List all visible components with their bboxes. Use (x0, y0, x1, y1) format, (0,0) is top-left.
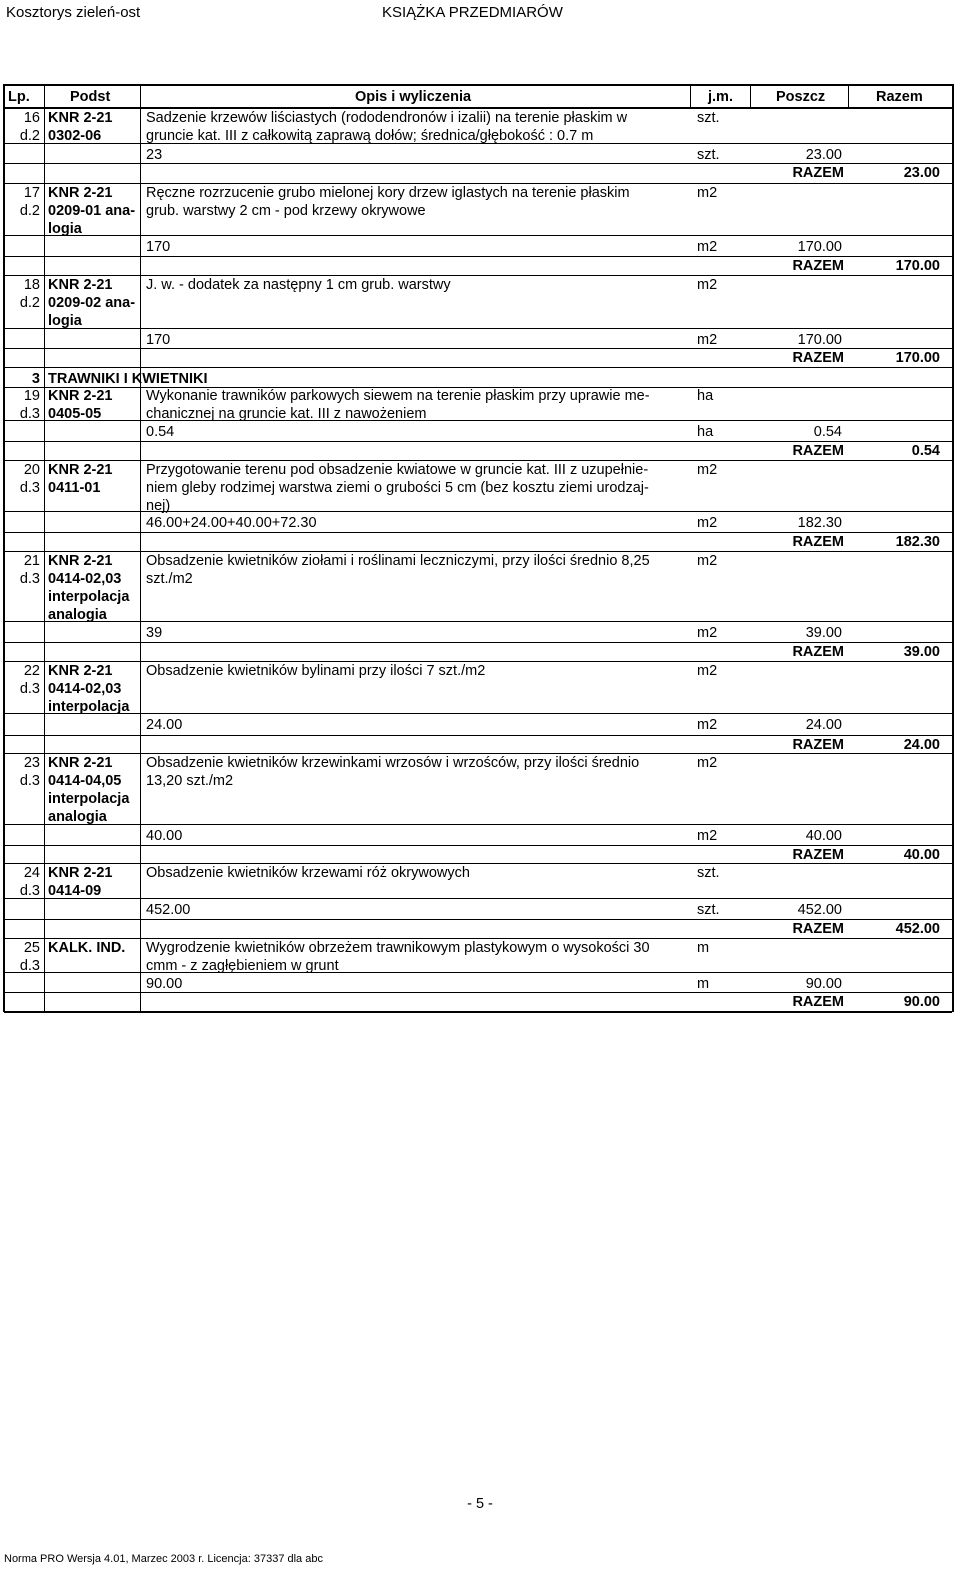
item-basis: KNR 2-21 (48, 553, 113, 569)
item-basis: logia (48, 313, 82, 329)
item-razem-label: RAZEM (792, 737, 844, 753)
item-unit: m (697, 940, 710, 956)
item-calc-value: 0.54 (813, 424, 842, 440)
item-razem-label: RAZEM (792, 258, 844, 274)
header-jm: j.m. (708, 89, 733, 105)
table-right-border (952, 84, 954, 1012)
item-razem-value: 40.00 (903, 847, 940, 863)
item-basis: KNR 2-21 (48, 388, 113, 404)
item-basis: KNR 2-21 (48, 110, 113, 126)
item-calculation: 23 (146, 147, 163, 163)
item-description: Obsadzenie kwietników ziołami i roślinami leczniczymi, przy ilości średnio 8,25 (146, 553, 650, 569)
item-calc-value: 170.00 (797, 332, 842, 348)
document-section-title: KSIĄŻKA PRZEDMIARÓW (382, 4, 563, 21)
item-calculation: 40.00 (146, 828, 183, 844)
item-subnumber: d.3 (19, 681, 40, 697)
item-razem-label: RAZEM (792, 994, 844, 1010)
calc-separator (4, 898, 952, 899)
item-subnumber: d.3 (19, 480, 40, 496)
item-calc-unit: m2 (697, 332, 718, 348)
item-basis: 0414-02,03 (48, 571, 122, 587)
item-basis: 0302-06 (48, 128, 102, 144)
item-description: szt./m2 (146, 571, 193, 587)
item-basis: 0414-04,05 (48, 773, 122, 789)
calc-separator (4, 235, 952, 236)
item-description: Sadzenie krzewów liściastych (rododendronów i izalii) na terenie płaskim w (146, 110, 628, 126)
item-basis: KNR 2-21 (48, 663, 113, 679)
item-razem-label: RAZEM (792, 165, 844, 181)
item-unit: szt. (697, 865, 720, 881)
item-basis: KALK. IND. (48, 940, 126, 956)
item-description: cmm - z zagłębieniem w grunt (146, 958, 339, 974)
item-calculation: 90.00 (146, 976, 183, 992)
item-description: Obsadzenie kwietników bylinami przy ilości 7 szt./m2 (146, 663, 486, 679)
col-podst-divider (140, 84, 141, 1012)
item-number: 21 (23, 553, 40, 569)
item-basis: interpolacja (48, 699, 130, 715)
calc-separator (4, 420, 952, 421)
page-number: - 5 - (467, 1496, 493, 1512)
item-razem-value: 452.00 (895, 921, 940, 937)
item-description: grub. warstwy 2 cm - pod krzewy okrywowe (146, 203, 426, 219)
item-razem-label: RAZEM (792, 847, 844, 863)
item-calc-value: 40.00 (805, 828, 842, 844)
item-razem-value: 0.54 (911, 443, 940, 459)
document-title: Kosztorys zieleń-ost (6, 4, 141, 21)
item-basis: 0414-02,03 (48, 681, 122, 697)
item-description: chanicznej na gruncie kat. III z nawożeniem (146, 406, 427, 422)
item-subnumber: d.2 (19, 128, 40, 144)
item-razem-value: 23.00 (903, 165, 940, 181)
item-basis: KNR 2-21 (48, 462, 113, 478)
col-poszcz-divider-header (848, 84, 849, 108)
item-subnumber: d.3 (19, 571, 40, 587)
item-calculation: 39 (146, 625, 163, 641)
item-basis: logia (48, 221, 82, 237)
item-description: gruncie kat. III z całkowitą zaprawą dołów; średnica/głębokość : 0.7 m (146, 128, 594, 144)
item-description: Obsadzenie kwietników krzewinkami wrzosów i wrzośców, przy ilości średnio (146, 755, 640, 771)
header-poszcz: Poszcz (776, 89, 826, 105)
item-subnumber: d.3 (19, 883, 40, 899)
item-razem-label: RAZEM (792, 534, 844, 550)
item-unit: m2 (697, 755, 718, 771)
header-podst: Podst (70, 89, 111, 105)
calc-separator (4, 511, 952, 512)
item-calc-value: 24.00 (805, 717, 842, 733)
table-left-border (3, 84, 5, 1012)
item-razem-value: 170.00 (895, 258, 940, 274)
item-basis: KNR 2-21 (48, 185, 113, 201)
item-basis: KNR 2-21 (48, 755, 113, 771)
item-description: nej) (146, 498, 171, 514)
item-description: Obsadzenie kwietników krzewami róż okrywowych (146, 865, 470, 881)
col-jm-divider-header (750, 84, 751, 108)
item-calculation: 170 (146, 239, 171, 255)
item-calc-unit: m2 (697, 717, 718, 733)
item-number: 18 (23, 277, 40, 293)
item-calc-value: 39.00 (805, 625, 842, 641)
item-calc-unit: m2 (697, 625, 718, 641)
item-calculation: 0.54 (146, 424, 175, 440)
item-calc-unit: m (697, 976, 710, 992)
item-description: niem gleby rodzimej warstwa ziemi o grubości 5 cm (bez kosztu ziemi urodzaj- (146, 480, 649, 496)
col-opis-divider-header (690, 84, 691, 108)
item-description: Wykonanie trawników parkowych siewem na terenie płaskim przy uprawie me- (146, 388, 650, 404)
item-calc-value: 170.00 (797, 239, 842, 255)
table-top-border (4, 84, 952, 86)
item-razem-value: 182.30 (895, 534, 940, 550)
item-calculation: 46.00+24.00+40.00+72.30 (146, 515, 317, 531)
item-number: 17 (23, 185, 40, 201)
section-title: TRAWNIKI I KWIETNIKI (48, 371, 208, 387)
item-unit: m2 (697, 462, 718, 478)
item-calculation: 170 (146, 332, 171, 348)
item-basis: interpolacja (48, 589, 130, 605)
item-subnumber: d.2 (19, 295, 40, 311)
calc-separator (4, 713, 952, 714)
item-basis: 0414-09 (48, 883, 102, 899)
calc-separator (4, 143, 952, 144)
item-basis: 0209-01 ana- (48, 203, 136, 219)
calc-separator (4, 621, 952, 622)
item-calc-unit: m2 (697, 239, 718, 255)
item-calc-value: 452.00 (797, 902, 842, 918)
item-calc-value: 23.00 (805, 147, 842, 163)
item-description: Ręczne rozrzucenie grubo mielonej kory drzew iglastych na terenie płaskim (146, 185, 630, 201)
section-number: 3 (31, 371, 40, 387)
item-razem-label: RAZEM (792, 644, 844, 660)
header-razem: Razem (876, 89, 923, 105)
item-basis: 0209-02 ana- (48, 295, 136, 311)
item-number: 23 (23, 755, 40, 771)
item-razem-label: RAZEM (792, 350, 844, 366)
item-subnumber: d.3 (19, 958, 40, 974)
calc-separator (4, 972, 952, 973)
item-calc-unit: ha (697, 424, 714, 440)
item-number: 19 (23, 388, 40, 404)
item-calc-unit: szt. (697, 147, 720, 163)
item-unit: m2 (697, 553, 718, 569)
item-basis: analogia (48, 809, 107, 825)
item-calc-unit: szt. (697, 902, 720, 918)
col-lp-divider (44, 84, 45, 1012)
item-razem-value: 90.00 (903, 994, 940, 1010)
item-subnumber: d.2 (19, 203, 40, 219)
item-unit: m2 (697, 663, 718, 679)
item-calculation: 452.00 (146, 902, 191, 918)
item-razem-value: 170.00 (895, 350, 940, 366)
footer-license: Norma PRO Wersja 4.01, Marzec 2003 r. Licencja: 37337 dla abc (4, 1553, 323, 1565)
item-unit: szt. (697, 110, 720, 126)
item-subnumber: d.3 (19, 406, 40, 422)
item-basis: 0405-05 (48, 406, 102, 422)
item-number: 20 (23, 462, 40, 478)
calc-separator (4, 328, 952, 329)
item-number: 25 (23, 940, 40, 956)
item-description: Przygotowanie terenu pod obsadzenie kwiatowe w gruncie kat. III z uzupełnie- (146, 462, 649, 478)
item-razem-value: 39.00 (903, 644, 940, 660)
item-basis: 0411-01 (48, 480, 101, 496)
item-number: 22 (23, 663, 40, 679)
item-calc-value: 90.00 (805, 976, 842, 992)
item-calc-unit: m2 (697, 828, 718, 844)
item-number: 16 (23, 110, 40, 126)
table-bottom-border (4, 1011, 952, 1013)
item-number: 24 (23, 865, 40, 881)
item-calc-value: 182.30 (797, 515, 842, 531)
item-description: J. w. - dodatek za następny 1 cm grub. warstwy (146, 277, 451, 293)
item-unit: ha (697, 388, 714, 404)
item-description: Wygrodzenie kwietników obrzeżem trawnikowym plastykowym o wysokości 30 (146, 940, 650, 956)
header-opis: Opis i wyliczenia (355, 89, 472, 105)
header-lp: Lp. (8, 89, 30, 105)
item-basis: KNR 2-21 (48, 277, 113, 293)
item-basis: analogia (48, 607, 107, 623)
item-description: 13,20 szt./m2 (146, 773, 234, 789)
item-razem-label: RAZEM (792, 921, 844, 937)
item-calculation: 24.00 (146, 717, 183, 733)
item-razem-value: 24.00 (903, 737, 940, 753)
item-subnumber: d.3 (19, 773, 40, 789)
item-unit: m2 (697, 185, 718, 201)
item-calc-unit: m2 (697, 515, 718, 531)
item-unit: m2 (697, 277, 718, 293)
item-basis: KNR 2-21 (48, 865, 113, 881)
row-bottom-border (4, 367, 952, 368)
item-razem-label: RAZEM (792, 443, 844, 459)
item-basis: interpolacja (48, 791, 130, 807)
calc-separator (4, 824, 952, 825)
